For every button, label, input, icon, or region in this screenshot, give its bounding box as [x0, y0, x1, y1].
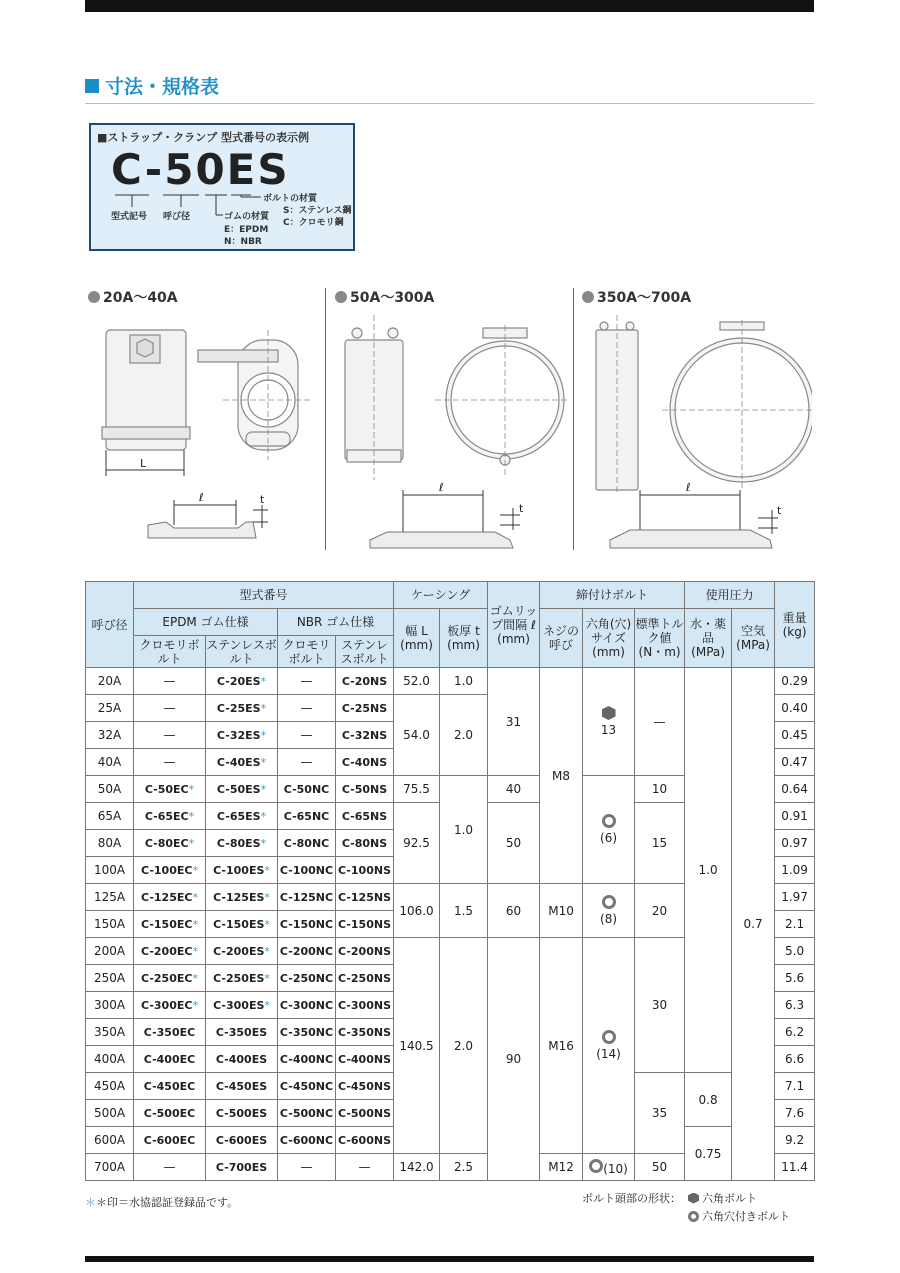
table-cell: C-250NS [336, 965, 394, 992]
table-cell: 5.6 [775, 965, 815, 992]
title-square-icon [85, 79, 99, 93]
table-cell: 7.6 [775, 1100, 815, 1127]
table-cell: — [278, 1154, 336, 1181]
h-epdm: EPDM ゴム仕様 [134, 609, 278, 636]
dim-L: L [140, 457, 147, 470]
label-bolt: ボルトの材質 [263, 194, 318, 204]
table-cell: C-300NC [278, 992, 336, 1019]
table-cell: 142.0 [394, 1154, 440, 1181]
table-cell: C-80NC [278, 830, 336, 857]
h-thick: 板厚 t (mm) [440, 609, 488, 668]
table-cell: 11.4 [775, 1154, 815, 1181]
label-size: 呼び径 [163, 212, 191, 222]
table-cell: 52.0 [394, 668, 440, 695]
example-heading: ■ストラップ・クランプ 型式番号の表示例 [97, 131, 310, 144]
table-cell: 2.0 [440, 695, 488, 776]
h-weight: 重量 (kg) [775, 582, 815, 668]
table-cell: C-40NS [336, 749, 394, 776]
table-cell: C-50NC [278, 776, 336, 803]
table-row [86, 609, 815, 636]
diagram-1-label: 20A～40A [88, 287, 178, 307]
table-cell: (6) [583, 776, 635, 884]
dim-t: t [777, 504, 782, 517]
table-cell: 6.3 [775, 992, 815, 1019]
table-cell: M12 [540, 1154, 583, 1181]
h-torque: 標準トルク値 (N・m) [635, 609, 685, 668]
bullet-icon [335, 291, 347, 303]
table-cell: (14) [583, 938, 635, 1154]
clamp-drawing-medium [335, 310, 570, 555]
table-cell: 0.91 [775, 803, 815, 830]
table-cell: 200A [86, 938, 134, 965]
table-cell: — [134, 722, 206, 749]
table-cell: C-125NC [278, 884, 336, 911]
table-cell: 6.2 [775, 1019, 815, 1046]
table-cell: 65A [86, 803, 134, 830]
h-width: 幅 L (mm) [394, 609, 440, 668]
table-cell: C-400NC [278, 1046, 336, 1073]
table-cell: C-600EC [134, 1127, 206, 1154]
table-cell: C-65ES* [206, 803, 278, 830]
table-cell: 90 [488, 938, 540, 1181]
table-cell: C-500ES [206, 1100, 278, 1127]
table-cell: — [278, 722, 336, 749]
table-cell: 7.1 [775, 1073, 815, 1100]
label-rubber: ゴムの材質 [224, 212, 270, 222]
table-cell: C-300ES* [206, 992, 278, 1019]
table-cell: 140.5 [394, 938, 440, 1154]
h-bolt: 締付けボルト [540, 582, 685, 609]
table-cell: 1.0 [685, 668, 732, 1073]
diagram-separator [325, 288, 326, 550]
table-cell: C-125EC* [134, 884, 206, 911]
table-cell: C-65NS [336, 803, 394, 830]
socket-bolt-icon [688, 1211, 699, 1222]
table-cell: C-450NS [336, 1073, 394, 1100]
table-cell: 6.6 [775, 1046, 815, 1073]
table-cell: C-200NS [336, 938, 394, 965]
table-cell: C-80EC* [134, 830, 206, 857]
table-cell: C-32ES* [206, 722, 278, 749]
table-cell: 92.5 [394, 803, 440, 884]
bolt-c: C：クロモリ鋼 [283, 218, 344, 228]
socket-bolt-icon [602, 1030, 616, 1044]
h-nbr: NBR ゴム仕様 [278, 609, 394, 636]
table-row [86, 668, 815, 695]
bolt-s: S：ステンレス鋼 [283, 206, 352, 216]
dim-l: ℓ [686, 481, 691, 494]
table-cell: C-450ES [206, 1073, 278, 1100]
table-cell: C-80ES* [206, 830, 278, 857]
socket-bolt-icon [589, 1159, 603, 1173]
example-code: C-50ES [111, 145, 290, 194]
table-cell: M16 [540, 938, 583, 1154]
table-cell: C-65EC* [134, 803, 206, 830]
table-cell: C-300NS [336, 992, 394, 1019]
table-cell: C-500EC [134, 1100, 206, 1127]
table-cell: C-700ES [206, 1154, 278, 1181]
bottom-bar [85, 1256, 814, 1262]
table-cell: C-400EC [134, 1046, 206, 1073]
table-cell: 1.5 [440, 884, 488, 938]
table-cell: 2.5 [440, 1154, 488, 1181]
legend-socket: 六角穴付きボルト [688, 1208, 790, 1224]
top-bar [85, 0, 814, 12]
diagram-3-label: 350A～700A [582, 287, 691, 307]
table-cell: 20A [86, 668, 134, 695]
h-thread: ネジの呼び [540, 609, 583, 668]
table-cell: C-50NS [336, 776, 394, 803]
table-cell: 150A [86, 911, 134, 938]
label-type: 型式記号 [111, 212, 148, 222]
table-cell: 75.5 [394, 776, 440, 803]
table-cell: 0.75 [685, 1127, 732, 1181]
table-cell: 13 [583, 668, 635, 776]
hex-bolt-icon [688, 1193, 699, 1204]
table-cell: 2.1 [775, 911, 815, 938]
legend-title: ボルト頭部の形状： [582, 1192, 681, 1205]
table-cell: — [635, 668, 685, 776]
table-cell: 600A [86, 1127, 134, 1154]
table-cell: 450A [86, 1073, 134, 1100]
table-cell: C-600NS [336, 1127, 394, 1154]
table-cell: 32A [86, 722, 134, 749]
table-cell: C-350ES [206, 1019, 278, 1046]
table-cell: — [278, 668, 336, 695]
table-cell: C-500NS [336, 1100, 394, 1127]
table-cell: C-300EC* [134, 992, 206, 1019]
spec-table [85, 581, 815, 1181]
table-cell: 35 [635, 1073, 685, 1154]
table-cell: C-450NC [278, 1073, 336, 1100]
h-cromo: クロモリボルト [278, 636, 336, 668]
clamp-drawing-large [582, 310, 812, 555]
table-cell: — [134, 1154, 206, 1181]
table-cell: C-600NC [278, 1127, 336, 1154]
table-cell: 0.7 [732, 668, 775, 1181]
h-stainless: ステンレスボルト [336, 636, 394, 668]
table-cell: 50 [488, 803, 540, 884]
table-cell: C-80NS [336, 830, 394, 857]
h-size: 呼び径 [86, 582, 134, 668]
socket-bolt-icon [602, 814, 616, 828]
table-cell: 20 [635, 884, 685, 938]
table-cell: 300A [86, 992, 134, 1019]
table-cell: 0.47 [775, 749, 815, 776]
table-cell: — [278, 695, 336, 722]
table-cell: C-125NS [336, 884, 394, 911]
table-cell: 50A [86, 776, 134, 803]
table-cell: 50 [635, 1154, 685, 1181]
table-cell: 40A [86, 749, 134, 776]
bullet-icon [88, 291, 100, 303]
table-cell: — [134, 749, 206, 776]
table-cell: 54.0 [394, 695, 440, 776]
table-cell: C-450EC [134, 1073, 206, 1100]
table-cell: 25A [86, 695, 134, 722]
title-rule [85, 103, 814, 104]
table-cell: 60 [488, 884, 540, 938]
table-cell: 10 [635, 776, 685, 803]
table-cell: C-350EC [134, 1019, 206, 1046]
dim-l: ℓ [199, 491, 204, 504]
table-cell: C-350NS [336, 1019, 394, 1046]
table-cell: C-32NS [336, 722, 394, 749]
table-cell: C-25NS [336, 695, 394, 722]
table-cell: C-150EC* [134, 911, 206, 938]
table-cell: 31 [488, 668, 540, 776]
table-cell: 125A [86, 884, 134, 911]
table-cell: C-350NC [278, 1019, 336, 1046]
table-cell: C-200EC* [134, 938, 206, 965]
table-cell: C-50EC* [134, 776, 206, 803]
h-hex: 六角(穴)サイズ (mm) [583, 609, 635, 668]
table-cell: C-400ES [206, 1046, 278, 1073]
table-cell: M8 [540, 668, 583, 884]
table-cell: 250A [86, 965, 134, 992]
table-cell: C-150NS [336, 911, 394, 938]
table-cell: 0.97 [775, 830, 815, 857]
table-cell: 15 [635, 803, 685, 884]
table-cell: C-200NC [278, 938, 336, 965]
table-cell: C-250EC* [134, 965, 206, 992]
table-cell: C-50ES* [206, 776, 278, 803]
h-air: 空気 (MPa) [732, 609, 775, 668]
table-cell: C-100ES* [206, 857, 278, 884]
table-cell: 700A [86, 1154, 134, 1181]
table-cell: C-250ES* [206, 965, 278, 992]
table-cell: M10 [540, 884, 583, 938]
table-cell: 0.8 [685, 1073, 732, 1127]
table-cell: (8) [583, 884, 635, 938]
model-number-example [89, 123, 355, 251]
clamp-drawing-small [88, 310, 318, 555]
table-cell: 1.0 [440, 668, 488, 695]
table-cell: C-40ES* [206, 749, 278, 776]
rubber-e: E：EPDM [224, 225, 269, 235]
section-title: 寸法・規格表 [85, 72, 219, 99]
table-cell: 1.0 [440, 776, 488, 884]
table-cell: C-25ES* [206, 695, 278, 722]
table-cell: 0.40 [775, 695, 815, 722]
table-cell: C-600ES [206, 1127, 278, 1154]
table-cell: — [134, 695, 206, 722]
diagram-separator [573, 288, 574, 550]
table-cell: C-150ES* [206, 911, 278, 938]
rubber-n: N：NBR [224, 237, 262, 247]
legend-hex: 六角ボルト [688, 1190, 757, 1206]
h-water: 水・薬品 (MPa) [685, 609, 732, 668]
table-cell: 5.0 [775, 938, 815, 965]
table-cell: — [278, 749, 336, 776]
diagram-2-label: 50A～300A [335, 287, 434, 307]
h-pressure: 使用圧力 [685, 582, 775, 609]
footnote: ＊＊印＝水協認証登録品です。 [85, 1196, 239, 1209]
table-cell: 350A [86, 1019, 134, 1046]
table-row [86, 582, 815, 609]
table-cell: 100A [86, 857, 134, 884]
table-cell: 80A [86, 830, 134, 857]
table-cell: — [134, 668, 206, 695]
table-cell: C-65NC [278, 803, 336, 830]
table-cell: 30 [635, 938, 685, 1073]
table-cell: C-200ES* [206, 938, 278, 965]
h-model: 型式番号 [134, 582, 394, 609]
table-cell: C-150NC [278, 911, 336, 938]
table-cell: — [336, 1154, 394, 1181]
table-cell: C-400NS [336, 1046, 394, 1073]
table-cell: 9.2 [775, 1127, 815, 1154]
table-cell: C-500NC [278, 1100, 336, 1127]
table-cell: C-20ES* [206, 668, 278, 695]
table-cell: 1.97 [775, 884, 815, 911]
bullet-icon [582, 291, 594, 303]
table-cell: 40 [488, 776, 540, 803]
table-cell: C-100EC* [134, 857, 206, 884]
table-cell: C-125ES* [206, 884, 278, 911]
dim-t: t [260, 493, 265, 506]
dim-t: t [519, 502, 524, 515]
table-cell: 1.09 [775, 857, 815, 884]
dim-l: ℓ [439, 481, 444, 494]
socket-bolt-icon [602, 895, 616, 909]
h-casing: ケーシング [394, 582, 488, 609]
table-cell: 0.64 [775, 776, 815, 803]
table-cell: (10) [583, 1154, 635, 1181]
table-cell: C-250NC [278, 965, 336, 992]
table-cell: C-100NS [336, 857, 394, 884]
h-lip: ゴムリップ間隔 ℓ (mm) [488, 582, 540, 668]
h-stainless: ステンレスボルト [206, 637, 277, 666]
table-cell: C-100NC [278, 857, 336, 884]
h-cromo: クロモリボルト [134, 636, 206, 668]
table-cell: 0.45 [775, 722, 815, 749]
example-leader-lines [91, 125, 353, 249]
table-cell: 2.0 [440, 938, 488, 1154]
table-cell: 106.0 [394, 884, 440, 938]
table-cell: 400A [86, 1046, 134, 1073]
hex-bolt-icon [602, 706, 616, 720]
table-cell: C-20NS [336, 668, 394, 695]
table-cell: 0.29 [775, 668, 815, 695]
table-cell: 500A [86, 1100, 134, 1127]
